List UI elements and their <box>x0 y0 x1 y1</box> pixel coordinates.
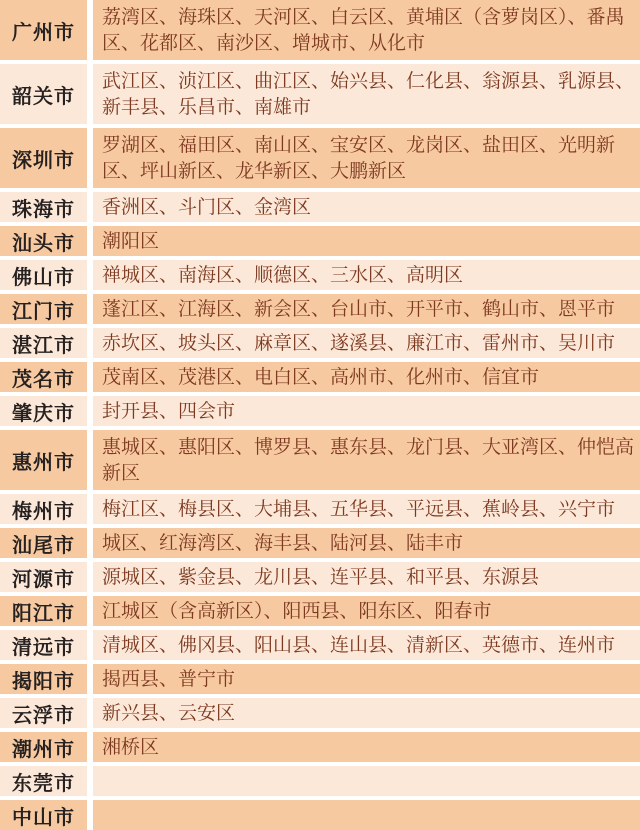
districts-text: 清城区、佛冈县、阳山县、连山县、清新区、英德市、连州市 <box>102 634 616 656</box>
districts-text: 香洲区、斗门区、金湾区 <box>102 196 312 218</box>
table-row <box>0 260 640 290</box>
city-name: 中山市 <box>12 804 75 829</box>
districts-cell <box>93 430 640 490</box>
city-name: 汕头市 <box>12 230 75 255</box>
districts-cell <box>93 294 640 324</box>
districts-cell <box>93 362 640 392</box>
table-row <box>0 732 640 762</box>
city-name: 江门市 <box>12 298 75 323</box>
city-cell <box>0 528 87 558</box>
districts-cell <box>93 766 640 796</box>
city-cell <box>0 0 87 60</box>
city-name: 云浮市 <box>12 702 75 727</box>
city-cell <box>0 596 87 626</box>
districts-cell <box>93 732 640 762</box>
districts-text: 揭西县、普宁市 <box>102 668 236 690</box>
districts-text: 封开县、四会市 <box>102 400 236 422</box>
city-cell <box>0 128 87 188</box>
table-row <box>0 192 640 222</box>
districts-text: 梅江区、梅县区、大埔县、五华县、平远县、蕉岭县、兴宁市 <box>102 498 616 520</box>
districts-cell <box>93 396 640 426</box>
districts-cell <box>93 664 640 694</box>
table-row <box>0 596 640 626</box>
city-cell <box>0 362 87 392</box>
districts-text: 武江区、浈江区、曲江区、始兴县、仁化县、翁源县、乳源县、新丰县、乐昌市、南雄市 <box>102 70 635 118</box>
city-cell <box>0 732 87 762</box>
city-name: 茂名市 <box>12 366 75 391</box>
city-cell <box>0 226 87 256</box>
city-name: 汕尾市 <box>12 532 75 557</box>
city-cell <box>0 562 87 592</box>
city-cell <box>0 766 87 796</box>
table-row <box>0 430 640 490</box>
districts-cell <box>93 0 640 60</box>
city-cell <box>0 430 87 490</box>
city-name: 肇庆市 <box>12 400 75 425</box>
city-cell <box>0 192 87 222</box>
city-name: 韶关市 <box>12 83 75 108</box>
city-cell <box>0 396 87 426</box>
districts-cell <box>93 630 640 660</box>
city-name: 清远市 <box>12 634 75 659</box>
table-row <box>0 226 640 256</box>
city-cell <box>0 800 87 830</box>
districts-cell <box>93 596 640 626</box>
table-row <box>0 528 640 558</box>
city-name: 梅州市 <box>12 498 75 523</box>
districts-cell <box>93 698 640 728</box>
city-name: 河源市 <box>12 566 75 591</box>
districts-text: 蓬江区、江海区、新会区、台山市、开平市、鹤山市、恩平市 <box>102 298 616 320</box>
city-name: 佛山市 <box>12 264 75 289</box>
city-name: 惠州市 <box>12 449 75 474</box>
districts-cell <box>93 64 640 124</box>
districts-text: 潮阳区 <box>102 230 160 252</box>
city-cell <box>0 260 87 290</box>
districts-cell <box>93 328 640 358</box>
districts-text: 江城区（含高新区）、阳西县、阳东区、阳春市 <box>102 600 492 622</box>
table-row <box>0 562 640 592</box>
table-row <box>0 128 640 188</box>
districts-text: 湘桥区 <box>102 736 160 758</box>
table-row <box>0 362 640 392</box>
city-name: 阳江市 <box>12 600 75 625</box>
districts-text: 禅城区、南海区、顺德区、三水区、高明区 <box>102 264 464 286</box>
districts-cell <box>93 562 640 592</box>
table-row <box>0 664 640 694</box>
city-name: 揭阳市 <box>12 668 75 693</box>
districts-cell <box>93 128 640 188</box>
table-row <box>0 0 640 60</box>
city-name: 广州市 <box>12 19 75 44</box>
districts-text: 城区、红海湾区、海丰县、陆河县、陆丰市 <box>102 532 464 554</box>
districts-cell <box>93 800 640 830</box>
city-name: 潮州市 <box>12 736 75 761</box>
table-row <box>0 294 640 324</box>
table-row <box>0 766 640 796</box>
city-cell <box>0 664 87 694</box>
table-row <box>0 698 640 728</box>
districts-text: 源城区、紫金县、龙川县、连平县、和平县、东源县 <box>102 566 540 588</box>
city-cell <box>0 294 87 324</box>
city-cell <box>0 328 87 358</box>
city-name: 湛江市 <box>12 332 75 357</box>
table-row <box>0 396 640 426</box>
districts-text: 惠城区、惠阳区、博罗县、惠东县、龙门县、大亚湾区、仲恺高新区 <box>102 436 635 484</box>
districts-cell <box>93 192 640 222</box>
city-name: 深圳市 <box>12 147 75 172</box>
table-row <box>0 494 640 524</box>
districts-cell <box>93 260 640 290</box>
districts-text: 罗湖区、福田区、南山区、宝安区、龙岗区、盐田区、光明新区、坪山新区、龙华新区、大鹏新区 <box>102 134 616 182</box>
city-cell <box>0 630 87 660</box>
districts-text: 新兴县、云安区 <box>102 702 236 724</box>
table-row <box>0 800 640 830</box>
districts-cell <box>93 226 640 256</box>
districts-text: 茂南区、茂港区、电白区、高州市、化州市、信宜市 <box>102 366 540 388</box>
city-cell <box>0 64 87 124</box>
city-name: 珠海市 <box>12 196 75 221</box>
city-cell <box>0 698 87 728</box>
city-cell <box>0 494 87 524</box>
districts-cell <box>93 494 640 524</box>
table-row <box>0 328 640 358</box>
table-row <box>0 64 640 124</box>
districts-cell <box>93 528 640 558</box>
districts-text: 荔湾区、海珠区、天河区、白云区、黄埔区（含萝岗区）、番禺区、花都区、南沙区、增城市、从化市 <box>102 6 625 54</box>
districts-text: 赤坎区、坡头区、麻章区、遂溪县、廉江市、雷州市、吴川市 <box>102 332 616 354</box>
table-row <box>0 630 640 660</box>
city-name: 东莞市 <box>12 770 75 795</box>
